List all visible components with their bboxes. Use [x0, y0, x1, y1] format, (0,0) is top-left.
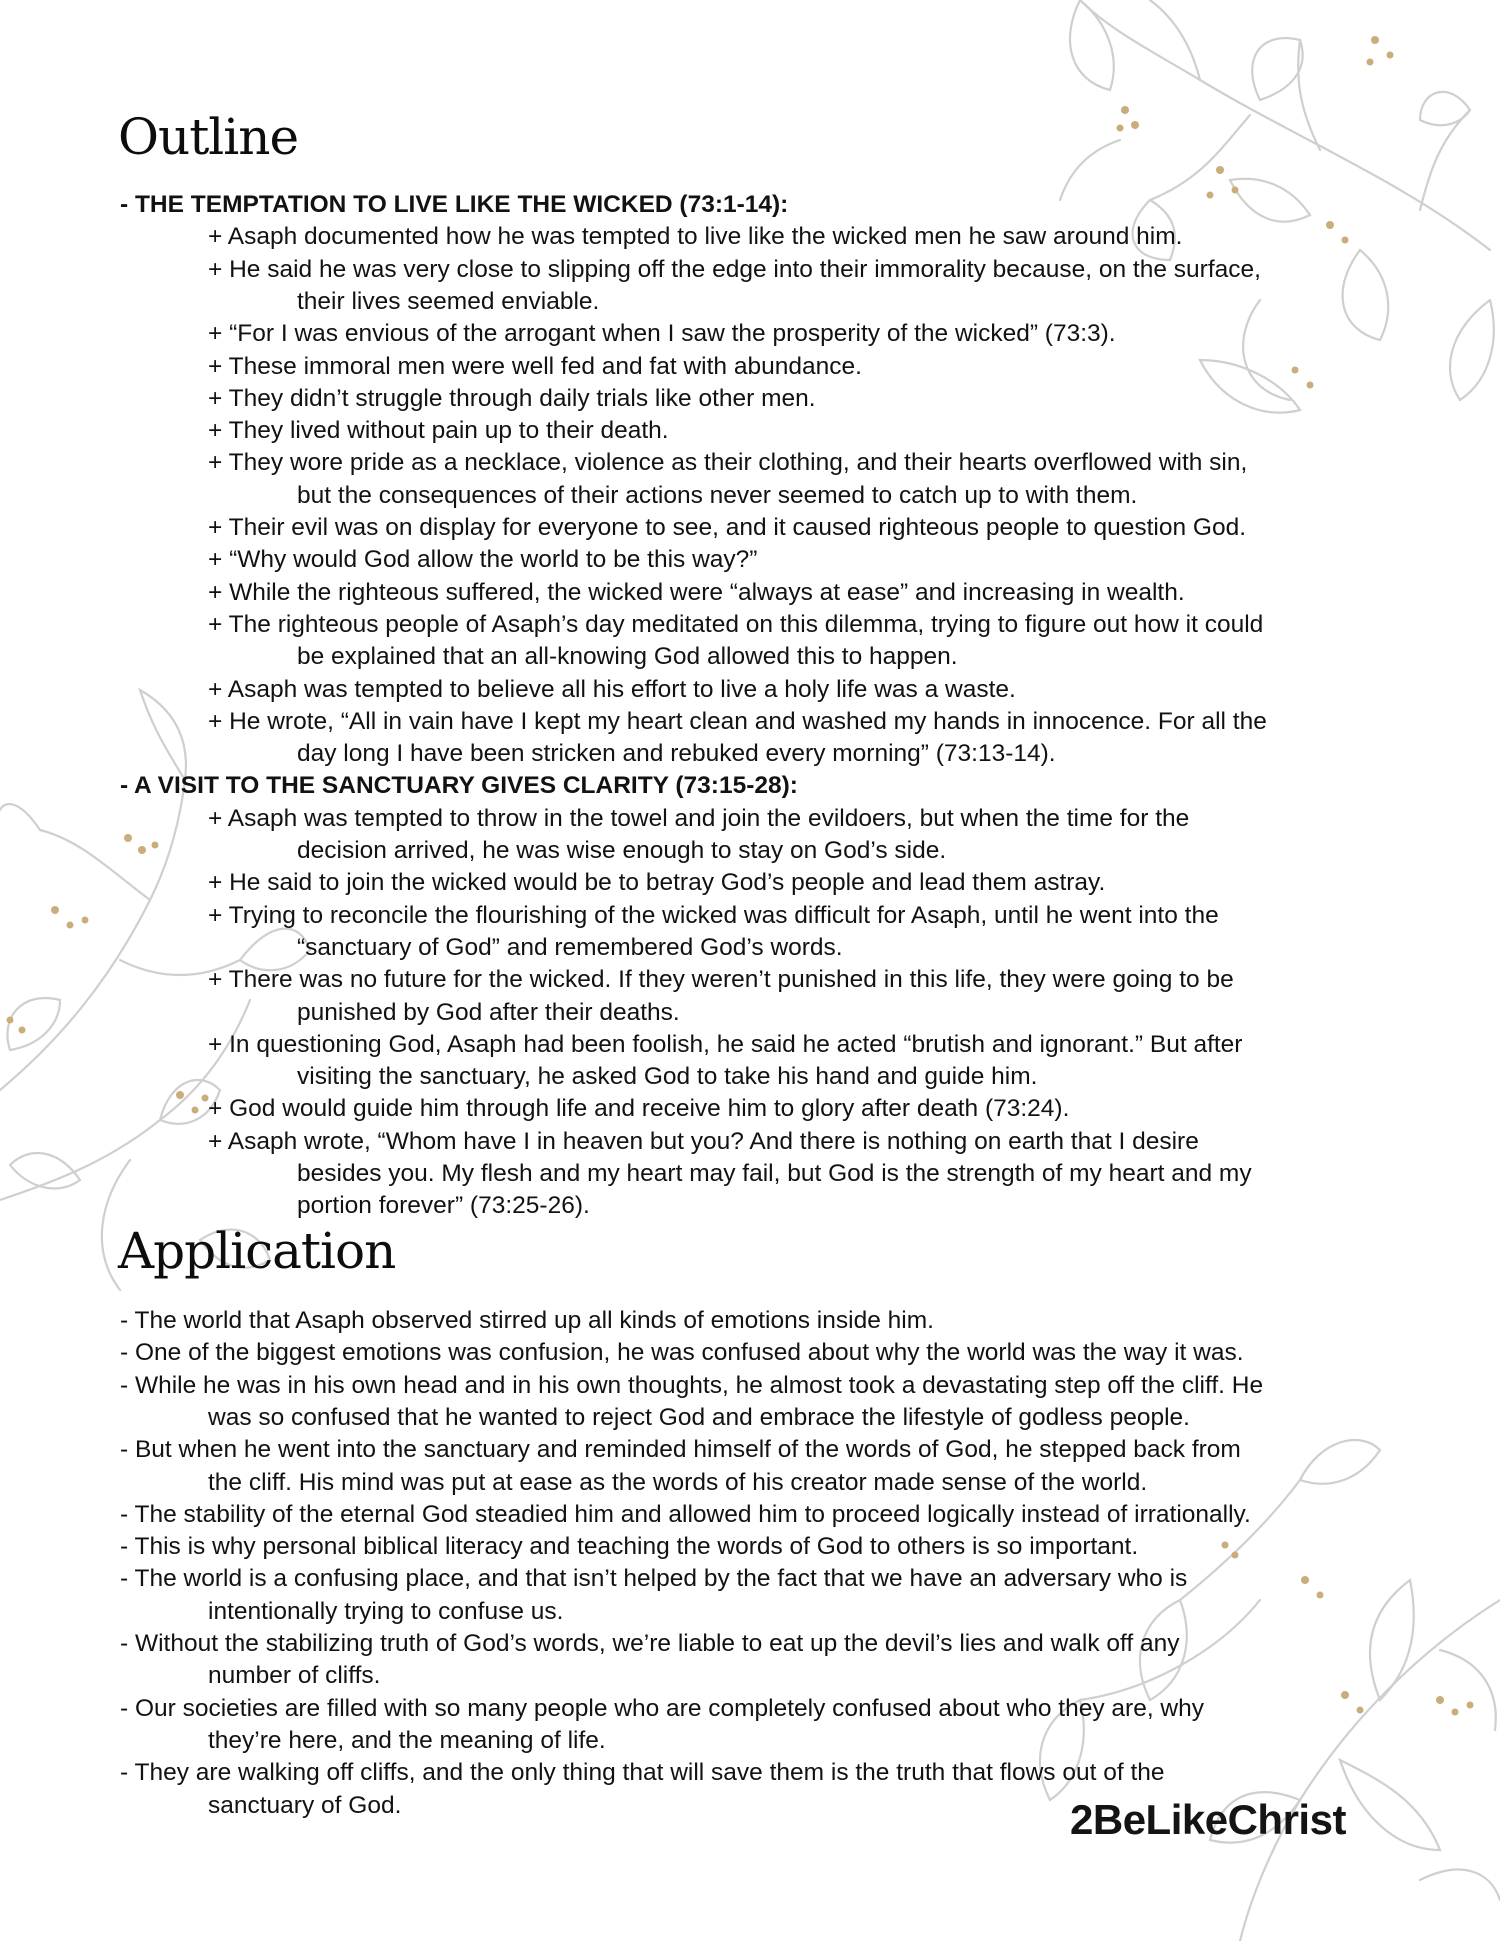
application-heading: Application: [118, 1222, 396, 1280]
application-item: - Without the stabilizing truth of God’s words, we’re liable to eat up the devil’s lies and walk off any: [120, 1630, 1180, 1657]
outline-item-continuation: their lives seemed enviable.: [297, 287, 600, 315]
outline-item: + Asaph wrote, “Whom have I in heaven but you? And there is nothing on earth that I desire: [208, 1127, 1199, 1155]
outline-item: + The righteous people of Asaph’s day meditated on this dilemma, trying to figure out how it could: [208, 610, 1264, 638]
outline-item: + Asaph was tempted to throw in the towel and join the evildoers, but when the time for the: [208, 804, 1190, 832]
outline-item-continuation: decision arrived, he was wise enough to stay on God’s side.: [297, 837, 947, 864]
outline-item: + While the righteous suffered, the wicked were “always at ease” and increasing in wealth.: [208, 578, 1185, 606]
section-heading: - A VISIT TO THE SANCTUARY GIVES CLARITY (73:15-28):: [120, 772, 798, 800]
outline-item: + In questioning God, Asaph had been foolish, he said he acted “brutish and ignorant.” But after: [208, 1030, 1243, 1058]
outline-item-continuation: portion forever” (73:25-26).: [297, 1192, 590, 1220]
application-item: - But when he went into the sanctuary and reminded himself of the words of God, he stepped back from: [120, 1436, 1241, 1464]
outline-item: + “For I was envious of the arrogant when I saw the prosperity of the wicked” (73:3).: [208, 320, 1116, 348]
outline-item: + There was no future for the wicked. If they weren’t punished in this life, they were going to be: [208, 966, 1234, 994]
outline-item: + These immoral men were well fed and fat with abundance.: [208, 352, 862, 380]
outline-item-continuation: punished by God after their deaths.: [297, 998, 680, 1026]
application-item: - The world that Asaph observed stirred up all kinds of emotions inside him.: [120, 1307, 934, 1334]
outline-item: + Asaph was tempted to believe all his effort to live a holy life was a waste.: [208, 675, 1016, 703]
outline-item: + Trying to reconcile the flourishing of the wicked was difficult for Asaph, until he went into the: [208, 901, 1219, 929]
application-item: - While he was in his own head and in his own thoughts, he almost took a devastating step off the cliff. He: [120, 1371, 1264, 1399]
outline-item: + They wore pride as a necklace, violence as their clothing, and their hearts overflowed with sin,: [208, 449, 1248, 477]
outline-item: + They lived without pain up to their death.: [208, 417, 669, 445]
application-item: - The world is a confusing place, and that isn’t helped by the fact that we have an adversary who is: [120, 1565, 1188, 1593]
outline-item-continuation: “sanctuary of God” and remembered God’s words.: [297, 933, 843, 961]
section-heading: - THE TEMPTATION TO LIVE LIKE THE WICKED (73:1-14):: [120, 191, 789, 218]
outline-item-continuation: be explained that an all-knowing God allowed this to happen.: [297, 643, 958, 671]
outline-item: + Asaph documented how he was tempted to live like the wicked men he saw around him.: [208, 223, 1183, 251]
outline-item: + They didn’t struggle through daily trials like other men.: [208, 384, 816, 412]
outline-heading: Outline: [118, 108, 299, 166]
application-item-continuation: sanctuary of God.: [208, 1791, 402, 1819]
outline-item: + He wrote, “All in vain have I kept my heart clean and washed my hands in innocence. For all the: [208, 707, 1267, 735]
application-item: - One of the biggest emotions was confusion, he was confused about why the world was the way it was.: [120, 1339, 1244, 1367]
application-item-continuation: the cliff. His mind was put at ease as the words of his creator made sense of the world.: [208, 1468, 1148, 1496]
outline-item-continuation: besides you. My flesh and my heart may fail, but God is the strength of my heart and my: [297, 1160, 1252, 1187]
application-item-continuation: was so confused that he wanted to reject God and embrace the lifestyle of godless people.: [208, 1403, 1190, 1431]
outline-item-continuation: day long I have been stricken and rebuked every morning” (73:13-14).: [297, 740, 1056, 768]
outline-item-continuation: visiting the sanctuary, he asked God to take his hand and guide him.: [297, 1063, 1038, 1091]
application-item: - They are walking off cliffs, and the only thing that will save them is the truth that flows out of the: [120, 1759, 1165, 1787]
application-item-continuation: they’re here, and the meaning of life.: [208, 1726, 606, 1754]
application-item: - This is why personal biblical literacy and teaching the words of God to others is so important.: [120, 1533, 1139, 1561]
application-item-continuation: intentionally trying to confuse us.: [208, 1597, 564, 1625]
outline-item: + God would guide him through life and receive him to glory after death (73:24).: [208, 1095, 1070, 1123]
application-item: - Our societies are filled with so many people who are completely confused about who they are, why: [120, 1694, 1205, 1722]
application-item: - The stability of the eternal God steadied him and allowed him to proceed logically instead of irrationally.: [120, 1500, 1251, 1528]
outline-item: + He said he was very close to slipping off the edge into their immorality because, on the surface,: [208, 255, 1261, 283]
application-item-continuation: number of cliffs.: [208, 1662, 381, 1690]
outline-item: + He said to join the wicked would be to betray God’s people and lead them astray.: [208, 869, 1106, 897]
outline-item: + “Why would God allow the world to be this way?”: [208, 546, 758, 574]
brand-logo: 2BeLikeChrist: [1070, 1796, 1346, 1843]
outline-item-continuation: but the consequences of their actions never seemed to catch up to with them.: [297, 481, 1138, 509]
outline-item: + Their evil was on display for everyone to see, and it caused righteous people to question God.: [208, 514, 1247, 541]
